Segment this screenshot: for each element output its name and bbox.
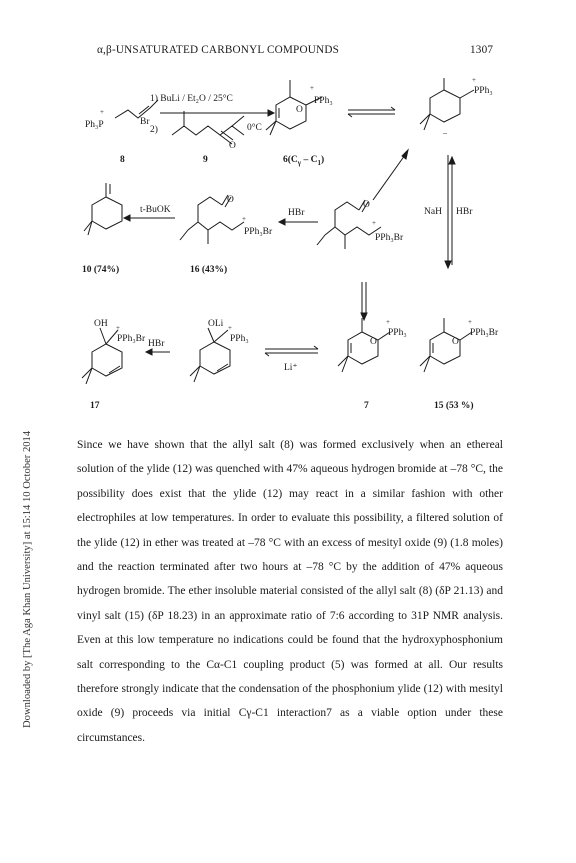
group-br: Br [140,117,150,127]
reagent-hbr: HBr [148,339,165,349]
compound-17-structure [82,328,122,384]
label-compound-7: 7 [364,401,369,411]
label-compound-15: 15 (53 %) [434,401,474,411]
compound-16-structure [180,195,244,244]
charge-plus: + [310,84,314,92]
group-pph3br: PPh₃Br [244,227,273,237]
reagent-hbr: HBr [288,208,305,218]
compound-10-structure [84,183,122,235]
charge-plus: + [100,108,104,116]
charge-plus: + [472,76,476,84]
charge-plus: + [372,219,376,227]
group-oli: OLi [208,319,224,329]
atom-o: O [296,105,303,115]
label-compound-8: 8 [120,155,125,165]
body-paragraph-text: Since we have shown that the allyl salt (8) was formed exclusively when an ethereal solution of the ylide (12) was quenched with 47% aqueous hydrogen bromide at –78 °C, the possibility does exist that the ylide (12) may react in a similar fashion with other electrophiles at low temperatures. In order to evaluate this possibility, a filtered solution of the ylide (12) in ether was treated at –78 °C with an excess of mesityl oxide (9) (1.8 moles) and the reaction terminated after two hours at –78 °C by the addition of 47% aqueous hydrogen bromide. The ether insoluble material consisted of the allyl salt (8) (δP 21.13) and vinyl salt (15) (δP 18.23) in an approximate ratio of 7:6 according to 31P NMR analysis. Even at this low temperature no indications could be found that the hydroxyphosphonium salt corresponding to the Cα-C1 coupling product (5) was formed at all. Our results therefore strongly indicate that the condensation of the phosphonium ylide (12) with mesityl oxide (9) proceeds via initial Cγ-C1 interaction7 as a viable option under these circumstances. [77,439,503,744]
reaction-scheme [0,0,576,420]
label-compound-16: 16 (43%) [190,265,228,275]
body-paragraph [77,433,503,750]
compound-oli-structure [190,328,230,382]
running-title: α,β-UNSATURATED CARBONYL COMPOUNDS [97,44,340,56]
group-pph3br: PPh₃Br [117,334,146,344]
charge-plus: + [228,324,232,332]
atom-o: O [452,337,459,347]
atom-o: O [370,337,377,347]
label-compound-9: 9 [203,155,208,165]
compound-7-structure [338,318,390,372]
atom-o: O [363,200,370,210]
reagent-temp: 0°C [247,123,262,133]
arrow-diagonal [373,155,405,200]
label-compound-10: 10 (74%) [82,265,120,275]
charge-plus: + [386,318,390,326]
page-number: 1307 [470,44,494,56]
group-pph3br: PPh₃Br [375,233,404,243]
reagent-li: Li⁺ [284,363,298,373]
group-oh: OH [94,319,108,329]
group-ph3p: Ph₃P [85,120,104,130]
compound-15-structure [420,318,472,372]
group-pph3: PPh₃ [474,86,493,96]
atom-o: O [227,195,234,205]
charge-minus: – [443,128,447,137]
label-compound-17: 17 [90,401,100,411]
charge-plus: + [242,215,246,223]
label-compound-6: $6(C_\gamma - C_1)$ [283,155,325,167]
atom-o: O [229,141,236,151]
charge-plus: + [116,324,120,332]
download-watermark: Downloaded by [The Aga Khan University] at 15:14 10 October 2014 [22,430,33,728]
compound-9-structure [172,111,244,144]
reagent-hbr: HBr [456,207,473,217]
reagent-tbuok: t-BuOK [140,205,171,215]
group-pph3br: PPh₃Br [470,328,499,338]
group-pph3: PPh₃ [230,334,249,344]
reagent-nah: NaH [424,207,442,217]
charge-plus: + [468,318,472,326]
group-pph3: PPh₃ [314,96,333,106]
compound-top-right-structure [420,78,474,130]
reagent-step2: 2) [150,125,158,135]
group-pph3: PPh₃ [388,328,407,338]
reagent-step1: 1) BuLi / Et₂O / 25°C [150,94,233,104]
